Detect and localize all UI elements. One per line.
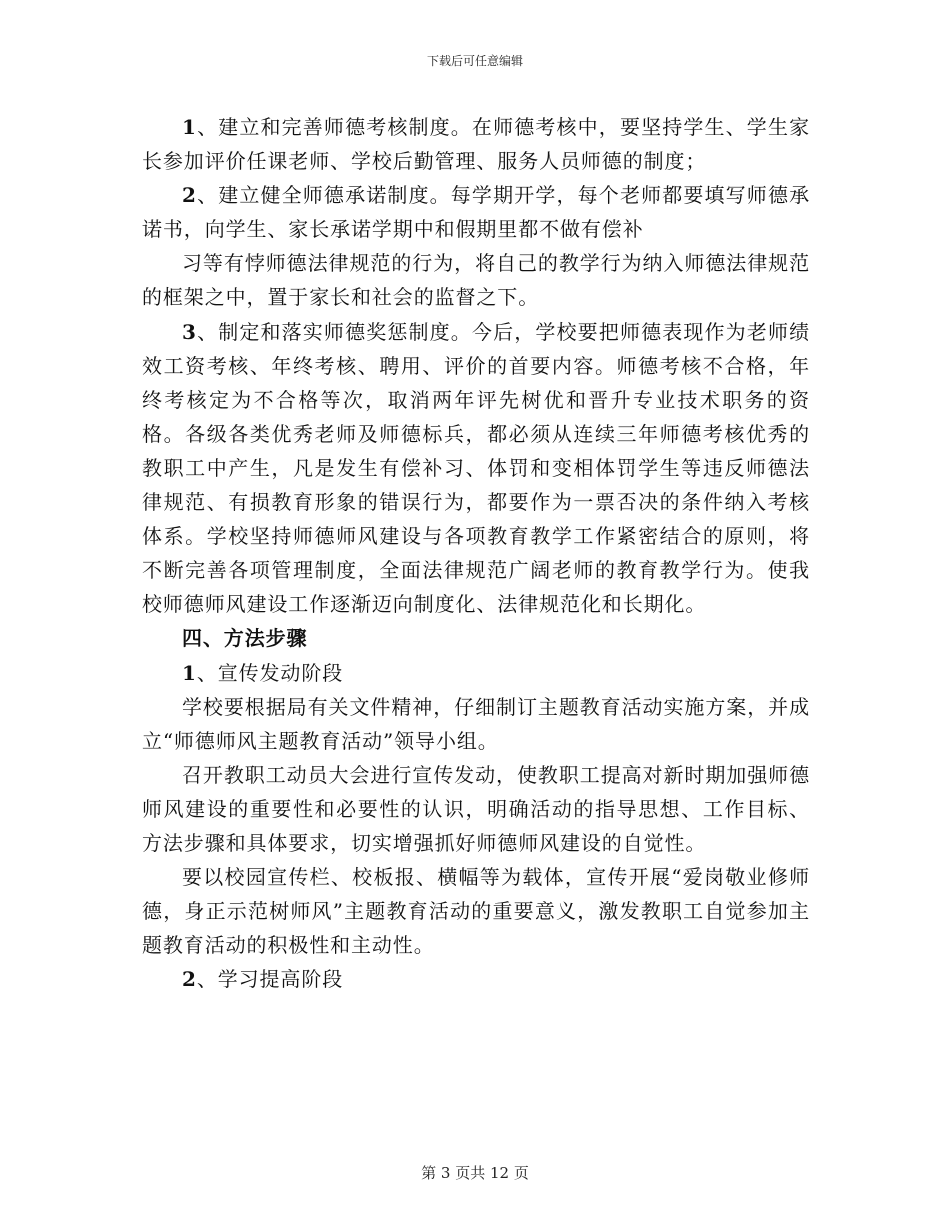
item-number: 2 [182,183,197,208]
paragraph-6 [142,656,810,690]
paragraph-text: 、建立健全师德承诺制度。每学期开学，每个老师都要填写师德承诺书，向学生、家长承诺学期中和假期里都不做有偿补 [142,183,810,242]
section-heading [142,621,810,655]
paragraph-3 [142,246,810,314]
paragraph-10 [142,962,810,996]
paragraph-9 [142,860,810,962]
paragraph-7 [142,690,810,758]
paragraph-text: 要以校园宣传栏、校板报、横幅等为载体，宣传开展“爱岗敬业修师德，身正示范树师风”主题教育活动的重要意义，激发教职工自觉参加主题教育活动的积极性和主动性。 [142,865,810,958]
item-number: 3 [182,319,197,344]
paragraph-text: 习等有悖师德法律规范的行为，将自己的教学行为纳入师德法律规范的框架之中，置于家长和社会的监督之下。 [142,251,810,310]
page-header-note: 下载后可任意编辑 [426,54,523,68]
document-body [142,110,810,996]
paragraph-1 [142,110,810,178]
paragraph-2 [142,178,810,246]
paragraph-text: 、制定和落实师德奖惩制度。今后，学校要把师德表现作为老师绩效工资考核、年终考核、聘用、评价的首要内容。师德考核不合格，年终考核定为不合格等次，取消两年评先树优和晋升专业技术职务的资格。各级各类优秀老师及师德标兵，都必须从连续三年师德考核优秀的教职工中产生，凡是发生有偿补习、体罚和变相体罚学生等违反师德法律规范、有损教育形象的错误行为，都要作为一票否决的条件纳入考核体系。学校坚持师德师风建设与各项教育教学工作紧密结合的原则，将不断完善各项管理制度，全面法律规范广阔老师的教育教学行为。使我校师德师风建设工作逐渐迈向制度化、法律规范化和长期化。 [142,319,810,617]
item-number: 1 [182,660,197,685]
item-number: 2 [182,967,197,992]
paragraph-8 [142,758,810,860]
page-number-footer: 第 3 页共 12 页 [421,1164,529,1182]
paragraph-text: 、学习提高阶段 [196,967,344,992]
paragraph-text: 、宣传发动阶段 [196,660,344,685]
paragraph-text: 、建立和完善师德考核制度。在师德考核中，要坚持学生、学生家长参加评价任课老师、学校后勤管理、服务人员师德的制度； [142,115,810,174]
section-heading-text: 四、方法步骤 [182,626,308,651]
paragraph-text: 召开教职工动员大会进行宣传发动，使教职工提高对新时期加强师德师风建设的重要性和必要性的认识，明确活动的指导思想、工作目标、方法步骤和具体要求，切实增强抓好师德师风建设的自觉性。 [142,762,810,855]
paragraph-text: 学校要根据局有关文件精神，仔细制订主题教育活动实施方案，并成立“师德师风主题教育活动”领导小组。 [142,694,810,753]
paragraph-4 [142,315,810,622]
item-number: 1 [182,115,197,139]
